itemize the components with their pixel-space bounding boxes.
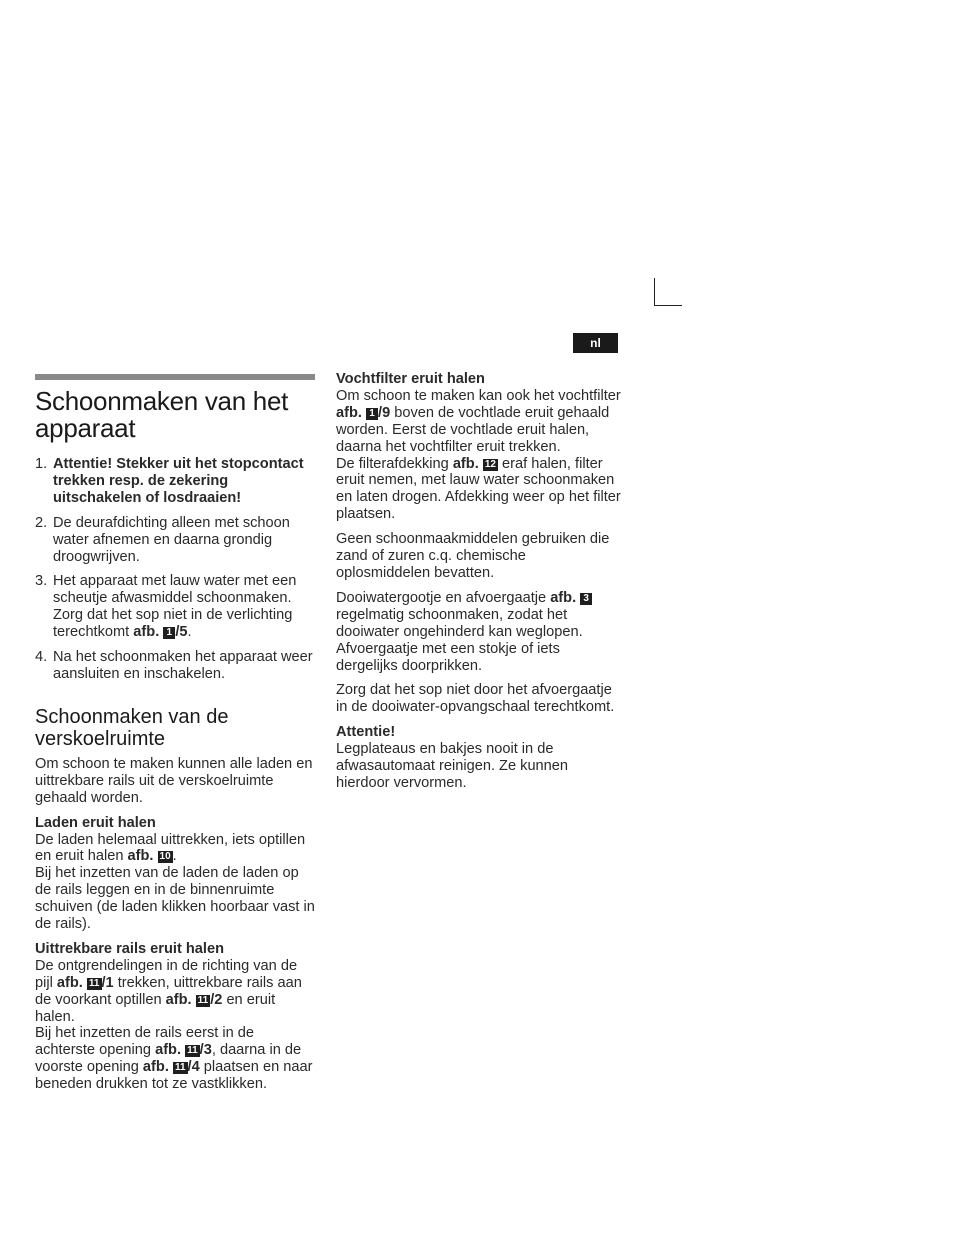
laden-text: De laden helemaal uittrekken, iets optillen en eruit halen: [35, 831, 306, 865]
step-2: [35, 515, 317, 566]
step-4: [35, 649, 317, 683]
figure-number-badge: 11: [187, 1045, 198, 1057]
figure-ref-label: afb.: [165, 991, 192, 1008]
figure-ref-suffix: /2: [210, 991, 223, 1008]
figure-number-badge: 12: [484, 458, 496, 470]
rails-text: plaatsen en naar beneden drukken tot ze vastklikken.: [35, 1059, 313, 1093]
step-number: 3.: [35, 573, 48, 590]
subhead-attentie: Attentie!: [336, 724, 396, 741]
laden-paragraph-1: [35, 832, 317, 866]
figure-ref-label: afb.: [155, 1042, 182, 1059]
sop-paragraph: Zorg dat het sop niet door het afvoergaatje in de dooiwater-opvangschaal terechtkomt.: [336, 682, 615, 716]
vocht-text: boven de vochtlade eruit gehaald worden. Eerst de vochtlade eruit halen, daarna het vochtfilter eruit trekken.: [336, 404, 610, 455]
step-number: 1.: [35, 456, 48, 472]
vocht-text: eraf halen, filter eruit nemen, met lauw water schoonmaken en laten drogen. Afdekking weer op het filter plaatsen.: [336, 455, 621, 523]
step-text: Na het schoonmaken het apparaat weer aansluiten en inschakelen.: [53, 649, 313, 682]
figure-ref-label: afb.: [336, 404, 362, 421]
vocht-text: Om schoon te maken kan ook het vochtfilter: [336, 387, 621, 404]
left-column: [35, 374, 317, 1093]
step-text-end: .: [187, 624, 192, 641]
rails-text: trekken, uittrekbare rails aan de voorkant optillen: [35, 974, 302, 1008]
step-number: 4.: [35, 649, 48, 666]
subhead-rails: Uittrekbare rails eruit halen: [35, 940, 224, 957]
rails-text: De ontgrendelingen in de richting van de pijl: [35, 957, 298, 991]
figure-number-badge: 1: [366, 408, 378, 420]
figure-ref-suffix: /1: [101, 974, 114, 991]
figure-number-badge: 10: [159, 851, 171, 863]
figure-ref-suffix: /3: [199, 1042, 212, 1059]
figure-number-badge: 11: [174, 1062, 186, 1074]
figure-ref-label: afb.: [133, 624, 160, 641]
figure-number-badge: 11: [88, 977, 100, 989]
step-1: [35, 456, 317, 507]
laden-paragraph-2: Bij het inzetten van de laden de laden op de rails leggen en in de binnenruimte schuiven (de laden klikken hoorbaar vast in de rails).: [35, 865, 315, 933]
dooi-text: regelmatig schoonmaken, zodat het dooiwater ongehinderd kan weglopen. Afvoergaatje met een stokje of iets dergelijks doorprikken.: [336, 606, 583, 674]
crop-mark: [654, 278, 682, 306]
language-tab: nl: [573, 333, 618, 353]
section-rule: [35, 374, 315, 380]
no-cleaners-paragraph: Geen schoonmaakmiddelen gebruiken die zand of zuren c.q. chemische oplosmiddelen bevatten.: [336, 531, 610, 581]
figure-ref-label: afb.: [142, 1059, 169, 1076]
step-text: De deurafdichting alleen met schoon water afnemen en daarna grondig droogwrijven.: [53, 514, 290, 565]
dooiwater-paragraph: [336, 590, 621, 675]
rails-text: Bij het inzetten de rails eerst in de achterste opening: [35, 1025, 255, 1059]
figure-ref-suffix: /5: [175, 624, 188, 641]
step-text: Het apparaat met lauw water met een scheutje afwasmiddel schoonmaken. Zorg dat het sop niet in de verlichting terechtkomt: [53, 573, 297, 641]
subhead-vochtfilter: Vochtfilter eruit halen: [336, 371, 485, 387]
step-number: 2.: [35, 514, 48, 531]
right-column: [336, 371, 621, 792]
figure-ref-label: afb.: [56, 974, 83, 991]
rails-text: en eruit halen.: [35, 991, 276, 1025]
figure-ref-label: afb.: [452, 455, 479, 472]
step-text: Attentie! Stekker uit het stopcontact trekken resp. de zekering uitschakelen of losdraaien!: [53, 456, 304, 506]
laden-text-end: .: [172, 848, 177, 865]
rails-paragraph-2: [35, 1025, 317, 1093]
attentie-paragraph: Legplateaus en bakjes nooit in de afwasautomaat reinigen. Ze kunnen hierdoor vervormen.: [336, 741, 569, 791]
page-title: Schoonmaken van het apparaat: [35, 386, 289, 443]
figure-ref-label: afb.: [550, 589, 577, 606]
vochtfilter-paragraph-2: [336, 456, 621, 524]
figure-number-badge: 1: [163, 627, 175, 639]
figure-ref-suffix: /4: [187, 1059, 200, 1076]
vochtfilter-paragraph-1: [336, 388, 621, 456]
figure-number-badge: 11: [197, 994, 209, 1006]
dooi-text: Dooiwatergootje en afvoergaatje: [336, 589, 551, 606]
section-intro: Om schoon te maken kunnen alle laden en uittrekbare rails uit de verskoelruimte gehaald worden.: [35, 755, 313, 806]
figure-ref-suffix: /9: [378, 404, 391, 421]
figure-number-badge: 3: [580, 593, 592, 605]
rails-paragraph-1: [35, 958, 317, 1026]
step-3: [35, 573, 317, 641]
rails-text: , daarna in de voorste opening: [35, 1042, 302, 1076]
subhead-laden: Laden eruit halen: [35, 814, 156, 831]
section-title-verskoelruimte: Schoonmaken van de verskoelruimte: [35, 705, 229, 750]
cleaning-steps: [35, 456, 317, 683]
vocht-text: De filterafdekking: [336, 455, 453, 472]
figure-ref-label: afb.: [127, 848, 154, 865]
